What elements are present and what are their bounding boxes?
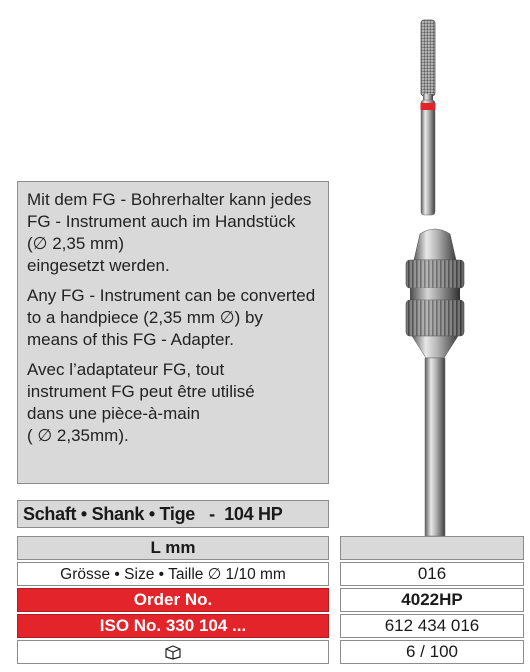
description-panel xyxy=(17,181,329,484)
iso-value: 612 434 016 xyxy=(340,614,524,638)
length-header: L mm xyxy=(17,536,329,560)
package-icon xyxy=(164,644,182,660)
description-french: Avec l’adaptateur FG, tout instrument FG peut être utilisé dans une pièce-à-main ( ∅ 2,35mm). xyxy=(27,360,255,445)
bur-with-adapter-illustration xyxy=(392,6,478,536)
bur-shank xyxy=(421,100,435,215)
package-value: 6 / 100 xyxy=(340,640,524,664)
order-value: 4022HP xyxy=(340,588,524,612)
order-label: Order No. xyxy=(17,588,329,612)
size-row xyxy=(17,562,524,586)
bur-diamond-head xyxy=(421,20,435,96)
description-german: Mit dem FG - Bohrerhalter kann jedes FG - Instrument auch im Handstück (∅ 2,35 mm) eingesetzt werden. xyxy=(27,190,312,275)
size-label: Grösse • Size • Taille ∅ 1/10 mm xyxy=(17,562,329,586)
order-row xyxy=(17,588,524,612)
package-label xyxy=(17,640,329,664)
package-row xyxy=(17,640,524,664)
value-header xyxy=(340,536,524,560)
iso-row xyxy=(17,614,524,638)
red-ring-marker xyxy=(421,103,436,110)
description-english: Any FG - Instrument can be converted to a handpiece (2,35 mm ∅) by means of this FG - Adapter. xyxy=(27,286,316,349)
adapter-shaft xyxy=(425,358,445,536)
iso-label: ISO No. 330 104 ... xyxy=(17,614,329,638)
shank-header: Schaft • Shank • Tige - 104 HP xyxy=(17,500,329,528)
table-header-row xyxy=(17,536,524,560)
size-value: 016 xyxy=(340,562,524,586)
